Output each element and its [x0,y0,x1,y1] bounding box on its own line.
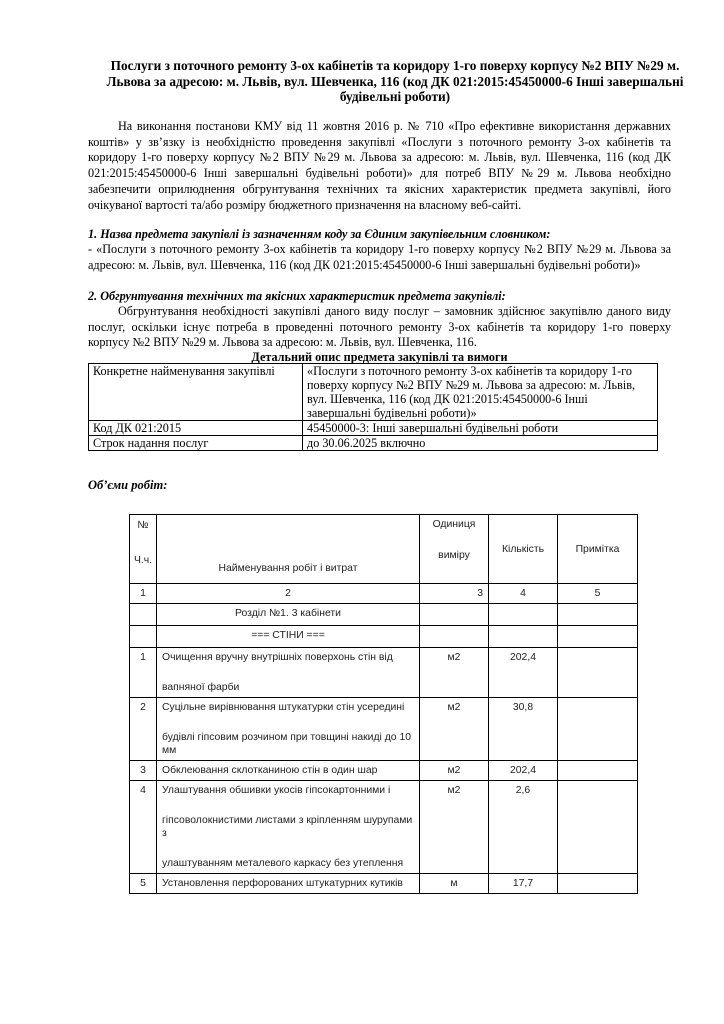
item-note [558,648,638,698]
item-unit: м2 [420,648,489,698]
item-unit: м2 [420,761,489,781]
item-name [157,781,420,874]
item-number: 3 [130,761,157,781]
details-caption: Детальний опис предмета закупівлі та вимоги [251,350,508,364]
item-unit: м2 [420,698,489,761]
header-unit-top: Одиниця [432,519,476,530]
details-table [88,363,658,451]
volumes-heading: Об’єми робіт: [88,478,168,492]
item-qty: 17,7 [489,874,558,894]
subsection-row [130,626,638,648]
details-row [89,421,658,436]
item-note [558,698,638,761]
subsection-title: === СТІНИ === [157,626,420,648]
item-number: 2 [130,698,157,761]
column-number: 3 [420,584,489,604]
section2-heading: 2. Обгрунтування технічних та якісних характеристик предмета закупівлі: [88,289,506,303]
column-number: 5 [558,584,638,604]
item-name-line: будівлі гіпсовим розчином при товщині накиді до 10 мм [162,732,412,756]
document-title: Послуги з поточного ремонту 3-ох кабінетів та коридору 1-го поверху корпусу №2 ВПУ №29 м. Львова за адресою: м. Львів, вул. Шевченка, 116 (код ДК 021:2015:45450000-6 Інші завершальні будівельні роботи) [106,58,684,104]
table-row [130,698,638,761]
header-unit-bottom: виміру [438,550,470,561]
details-label: Конкретне найменування закупівлі [89,364,303,421]
table-row [130,648,638,698]
item-qty: 2,6 [489,781,558,874]
works-header-row [130,515,638,584]
header-unit [420,515,489,584]
section2-text: Обгрунтування необхідності закупівлі даного виду послуг – замовник здійснює закупівлю даного виду послуг, оскільки існує потреба в проведенні поточного ремонту 3-ох кабінетів та коридору 1-го поверху корпусу №2 ВПУ №29 м. Львова за адресою: м. Львів, вул. Шевченка, 116. [88,304,671,350]
header-qty: Кількість [489,515,558,584]
works-table [129,514,638,894]
item-note [558,781,638,874]
column-number: 1 [130,584,157,604]
item-name-line: улаштуванням металевого каркасу без утеплення [162,858,404,869]
item-name: Установлення перфорованих штукатурних кутиків [157,874,420,894]
item-name [157,648,420,698]
item-name: Обклеювання склотканиною стін в один шар [157,761,420,781]
item-unit: м [420,874,489,894]
item-name [157,698,420,761]
header-note: Примітка [558,515,638,584]
details-row [89,436,658,451]
item-qty: 202,4 [489,761,558,781]
header-number [130,515,157,584]
details-value: до 30.06.2025 включно [303,436,658,451]
column-number: 2 [157,584,420,604]
header-name: Найменування робіт і витрат [157,515,420,584]
details-label: Строк надання послуг [89,436,303,451]
item-name-line: Очищення вручну внутрішніх поверхонь стін від [162,652,393,663]
header-number-top: № [137,520,149,531]
item-name-line: вапняної фарби [162,682,240,693]
item-qty: 202,4 [489,648,558,698]
item-name-line: Улаштування обшивки укосів гіпсокартонними і [162,785,391,796]
details-value: 45450000-3: Інші завершальні будівельні роботи [303,421,658,436]
details-value: «Послуги з поточного ремонту 3-ох кабінетів та коридору 1-го поверху корпусу №2 ВПУ №29 м. Львова за адресою: м. Львів, вул. Шевченка, 116 (код ДК 021:2015:45450000-6 Інші завершальні будівельні роботи)» [303,364,658,421]
column-number-row [130,584,638,604]
details-row [89,364,658,421]
table-row [130,761,638,781]
item-note [558,874,638,894]
item-number: 4 [130,781,157,874]
details-label: Код ДК 021:2015 [89,421,303,436]
item-qty: 30,8 [489,698,558,761]
header-number-bottom: Ч.ч. [133,555,153,566]
item-name-line: гіпсоволокнистими листами з кріпленням шурупами з [162,815,413,839]
table-row [130,874,638,894]
item-note [558,761,638,781]
section1-text: - «Послуги з поточного ремонту 3-ох кабінетів та коридору 1-го поверху корпусу №2 ВПУ №29 м. Львова за адресою: м. Львів, вул. Шевченка, 116 (код ДК 021:2015:45450000-6 Інші завершальні будівельні роботи)» [88,242,671,272]
section-title: Розділ №1. 3 кабінети [157,604,420,626]
item-name-line: Суцільне вирівнювання штукатурки стін усередині [162,702,405,713]
section-row [130,604,638,626]
item-number: 5 [130,874,157,894]
item-number: 1 [130,648,157,698]
intro-paragraph: На виконання постанови КМУ від 11 жовтня 2016 р. № 710 «Про ефективне використання державних коштів» у зв’язку із необхідністю проведення закупівлі «Послуги з поточного ремонту 3-ох кабінетів та коридору 1-го поверху корпусу №2 ВПУ №29 м. Львова за адресою: м. Львів, вул. Шевченка, 116 (код ДК 021:2015:45450000-6 Інші завершальні будівельні роботи)» для потреб ВПУ №29 м. Львова необхідно забезпечити оприлюднення обгрунтування технічних та якісних характеристик предмета закупівлі, його очікуваної вартості та/або розміру бюджетного призначення на власному веб-сайті. [88,119,671,212]
table-row [130,781,638,874]
item-unit: м2 [420,781,489,874]
section1-heading: 1. Назва предмета закупівлі із зазначенням коду за Єдиним закупівельним словником: [88,227,551,241]
column-number: 4 [489,584,558,604]
